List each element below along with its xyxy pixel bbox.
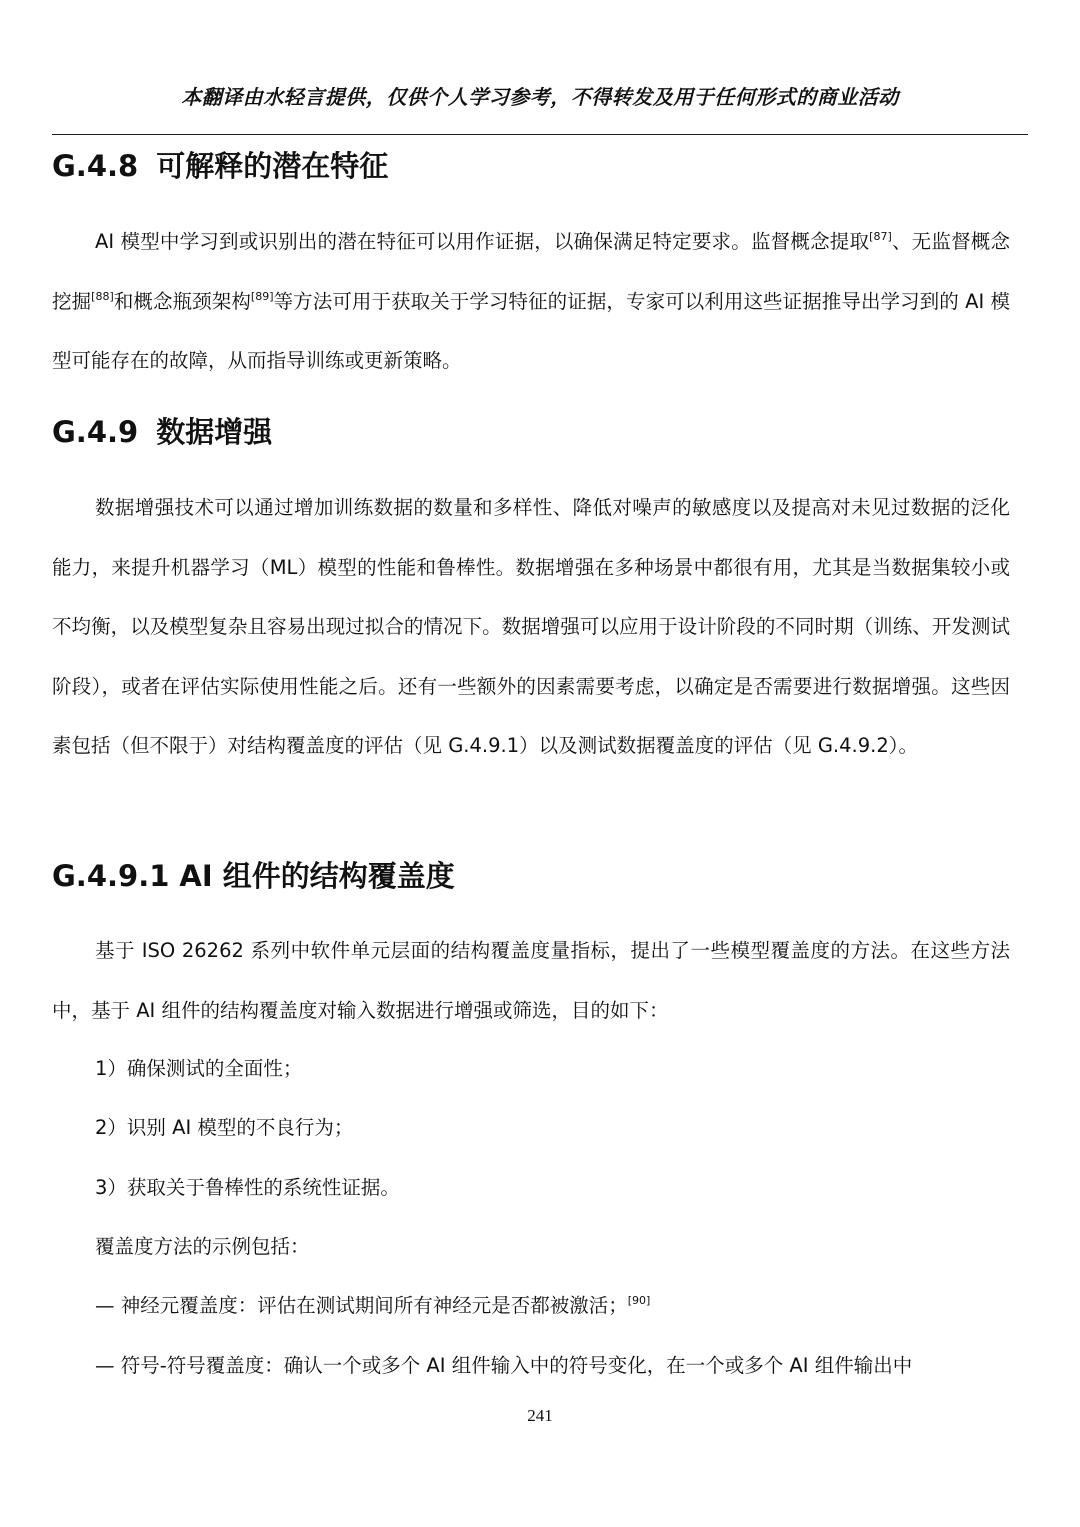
paragraph-latent-features [52, 212, 1010, 391]
list-item-text: — 神经元覆盖度：评估在测试期间所有神经元是否都被激活； [95, 1294, 628, 1317]
paragraph-text: 等方法可用于获取关于学习特征的证据，专家可以利用这些证据推导出学习到的 AI 模型可能存在的故障，从而指导训练或更新策略。 [52, 289, 1010, 372]
examples-label: 覆盖度方法的示例包括： [95, 1235, 310, 1258]
section-title: 可解释的潜在特征 [156, 149, 389, 183]
citation-87: [87] [869, 230, 892, 243]
paragraph-text: 和概念瓶颈架构 [113, 289, 251, 313]
paragraph-text: AI 模型中学习到或识别出的潜在特征可以用作证据，以确保满足特定要求。监督概念提取 [95, 230, 870, 253]
list-item: 2）识别 AI 模型的不良行为； [95, 1116, 354, 1139]
page-header: 本翻译由水轻言提供，仅供个人学习参考，不得转发及用于任何形式的商业活动 [181, 85, 899, 109]
citation-88: [88] [91, 289, 114, 303]
section-heading-g-4-8 [52, 146, 388, 186]
section-number: G.4.9 [52, 415, 139, 449]
list-item: 3）获取关于鲁棒性的系统性证据。 [95, 1176, 400, 1199]
paragraph-data-augmentation: 数据增强技术可以通过增加训练数据的数量和多样性、降低对噪声的敏感度以及提高对未见过数据的泛化能力，来提升机器学习（ML）模型的性能和鲁棒性。数据增强在多种场景中都很有用，尤其是当数据集较小或不均衡，以及模型复杂且容易出现过拟合的情况下。数据增强可以应用于设计阶段的不同时期（训练、开发测试阶段），或者在评估实际使用性能之后。还有一些额外的因素需要考虑，以确定是否需要进行数据增强。这些因素包括（但不限于）对结构覆盖度的评估（见 G.4.9.1）以及测试数据覆盖度的评估（见 G.4.9.2）。 [52, 496, 1010, 757]
section-title: 数据增强 [156, 415, 273, 449]
list-item-sign-sign-coverage: — 符号-符号覆盖度：确认一个或多个 AI 组件输入中的符号变化，在一个或多个 AI 组件输出中 [95, 1354, 913, 1377]
citation-89: [89] [250, 289, 274, 303]
citation-90: [90] [627, 1294, 651, 1307]
section-heading-g-4-9 [52, 412, 272, 452]
list-item-neuron-coverage [95, 1291, 650, 1321]
list-item: 1）确保测试的全面性； [95, 1057, 303, 1080]
paragraph-text: 、无监督概念挖掘 [52, 230, 1010, 313]
header-rule [52, 134, 1028, 135]
section-title: AI 组件的结构覆盖度 [179, 859, 455, 893]
section-heading-g-4-9-1 [52, 856, 455, 896]
page-number: 241 [527, 1406, 553, 1425]
section-number: G.4.9.1 [52, 859, 170, 893]
section-number: G.4.8 [52, 149, 139, 183]
paragraph-structural-coverage: 基于 ISO 26262 系列中软件单元层面的结构覆盖度量指标，提出了一些模型覆盖度的方法。在这些方法中，基于 AI 组件的结构覆盖度对输入数据进行增强或筛选，目的如下： [52, 939, 1010, 1022]
